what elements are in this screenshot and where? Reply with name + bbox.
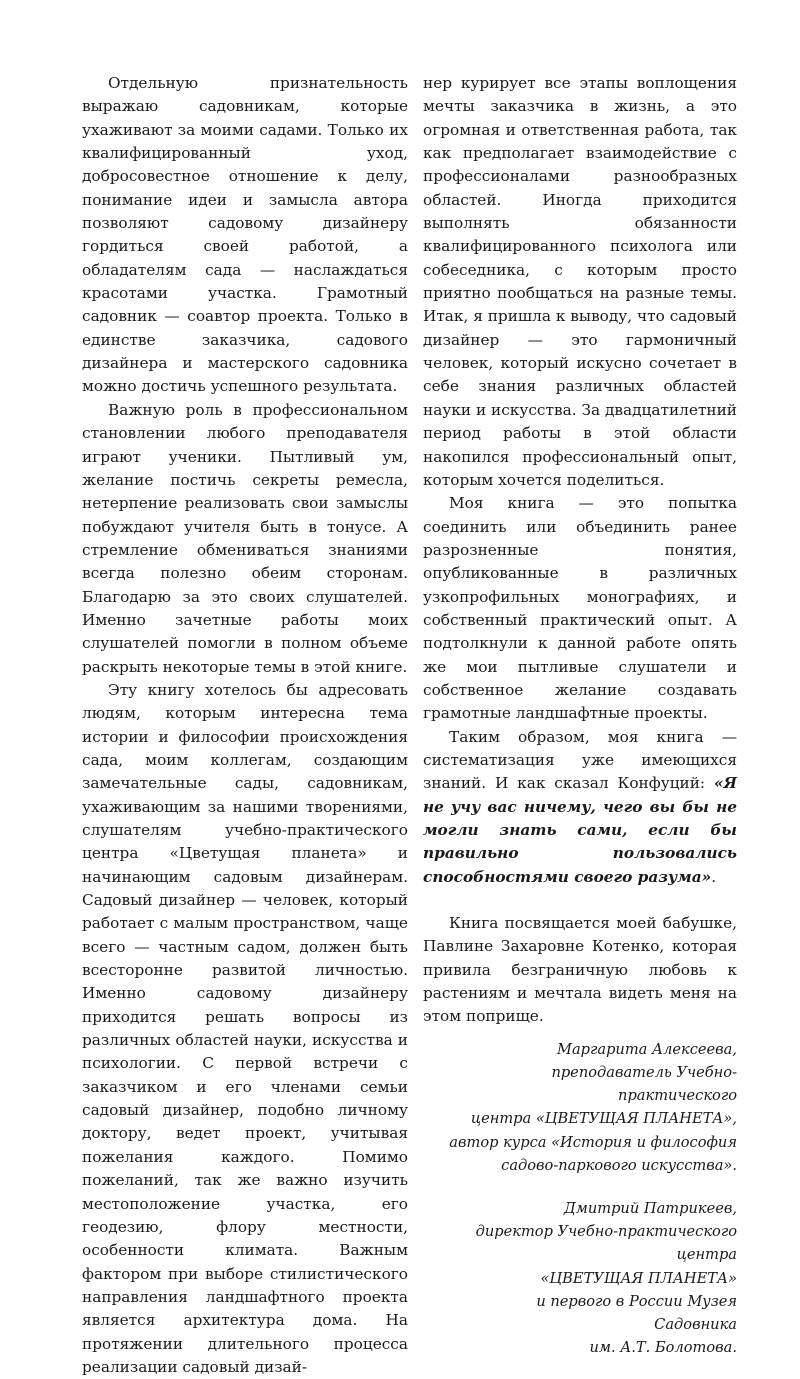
paragraph-continued: нер курирует все этапы воплощения мечты заказчика в жизнь, а это огромная и ответственная работа, так как предполагает взаимодействие с профессионалами разнообразных областей. Иногда приходится выполнять обязанности квалифицированного психолога или собеседника, с которым просто приятно пообщаться на разные темы. Итак, я пришла к выводу, что садовый дизайнер — это гармоничный человек, который искусно сочетает в себе знания различных областей науки и искусства. За двадцатилетний период работы в этой области накопился профессиональный опыт, которым хочется поделиться. — [423, 74, 737, 489]
paragraph-gardeners: Отдельную признательность выражаю садовникам, которые ухаживают за моими садами. Только их квалифицированный уход, добросовестное отношение к делу, понимание идеи и замысла автора позволяют садовому дизайнеру гордиться своей работой, а обладателям сада — наслаждаться красотами участка. Грамотный садовник — соавтор проекта. Только в единстве заказчика, садового дизайнера и мастерского садовника можно достичь успешного результата. — [82, 74, 408, 396]
left-column — [82, 72, 408, 1379]
confucius-end: . — [711, 867, 717, 886]
signature-line: и первого в России Музея Садовника — [536, 1292, 737, 1333]
spacer — [423, 889, 737, 912]
paragraph-book-purpose: Моя книга — это попытка соединить или объединить ранее разрозненные понятия, опубликованные в различных узкопрофильных монографиях, и собственный практический опыт. А подтолкнули к данной работе опять же мои пытливые слушатели и собственное желание создавать грамотные ландшафтные проекты. — [423, 494, 737, 723]
right-column — [423, 72, 737, 1359]
signature-name: Дмитрий Патрикеев, — [563, 1199, 737, 1217]
signature-line: садово-паркового искусства». — [501, 1156, 737, 1174]
paragraph-audience: Эту книгу хотелось бы адресовать людям, которым интересна тема истории и философии происхождения сада, моим коллегам, создающим замечательные сады, садовникам, ухаживающим за нашими творениями, слушателям учебно-практического центра «Цветущая планета» и начинающим садовым дизайнерам. Садовый дизайнер — человек, который работает с малым пространством, чаще всего — частным садом, должен быть всесторонне развитой личностью. Именно садовому дизайнеру приходится решать вопросы из различных областей науки, искусства и психологии. С первой встречи с заказчиком и его членами семьи садовый дизайнер, подобно личному доктору, ведет проект, учитывая пожелания каждого. Помимо пожеланий, так же важно изучить местоположение участка, его геодезию, флору местности, особенности климата. Важным фактором при выборе стилистического направления ландшафтного проекта является архитектура дома. На протяжении длительного процесса реализации садовый дизай- — [82, 680, 408, 1376]
signature-line: директор Учебно-практического центра — [475, 1223, 737, 1264]
signature-alekseeva — [423, 1038, 737, 1177]
paragraph-confucius — [423, 726, 737, 889]
confucius-lead: Таким образом, моя книга — систематизация уже имеющихся знаний. И как сказал Конфуций: — [423, 727, 737, 793]
signature-patrikeev — [423, 1197, 737, 1359]
signature-name: Маргарита Алексеева, — [557, 1040, 737, 1058]
signature-line: преподаватель Учебно-практического — [551, 1063, 737, 1105]
signature-line: центра «ЦВЕТУЩАЯ ПЛАНЕТА», — [470, 1110, 737, 1128]
confucius-quote: «Я не учу вас ничему, чего вы бы не могли знать сами, если бы правильно пользовались способностями своего разума» — [423, 774, 737, 886]
signature-line: им. А.Т. Болотова. — [589, 1339, 737, 1357]
signature-line: автор курса «История и философия — [449, 1133, 737, 1151]
signature-line: «ЦВЕТУЩАЯ ПЛАНЕТА» — [540, 1269, 737, 1287]
paragraph-students: Важную роль в профессиональном становлении любого преподавателя играют ученики. Пытливый ум, желание постичь секреты ремесла, нетерпение реализовать свои замыслы побуждают учителя быть в тонусе. А стремление обмениваться знаниями всегда полезно обеим сторонам. Благодарю за это своих слушателей. Именно зачетные работы моих слушателей помогли в полном объеме раскрыть некоторые темы в этой книге. — [82, 400, 408, 676]
dedication: Книга посвящается моей бабушке, Павлине Захаровне Котенко, которая привила безграничную любовь к растениям и мечтала видеть меня на этом поприще. — [423, 914, 737, 1026]
